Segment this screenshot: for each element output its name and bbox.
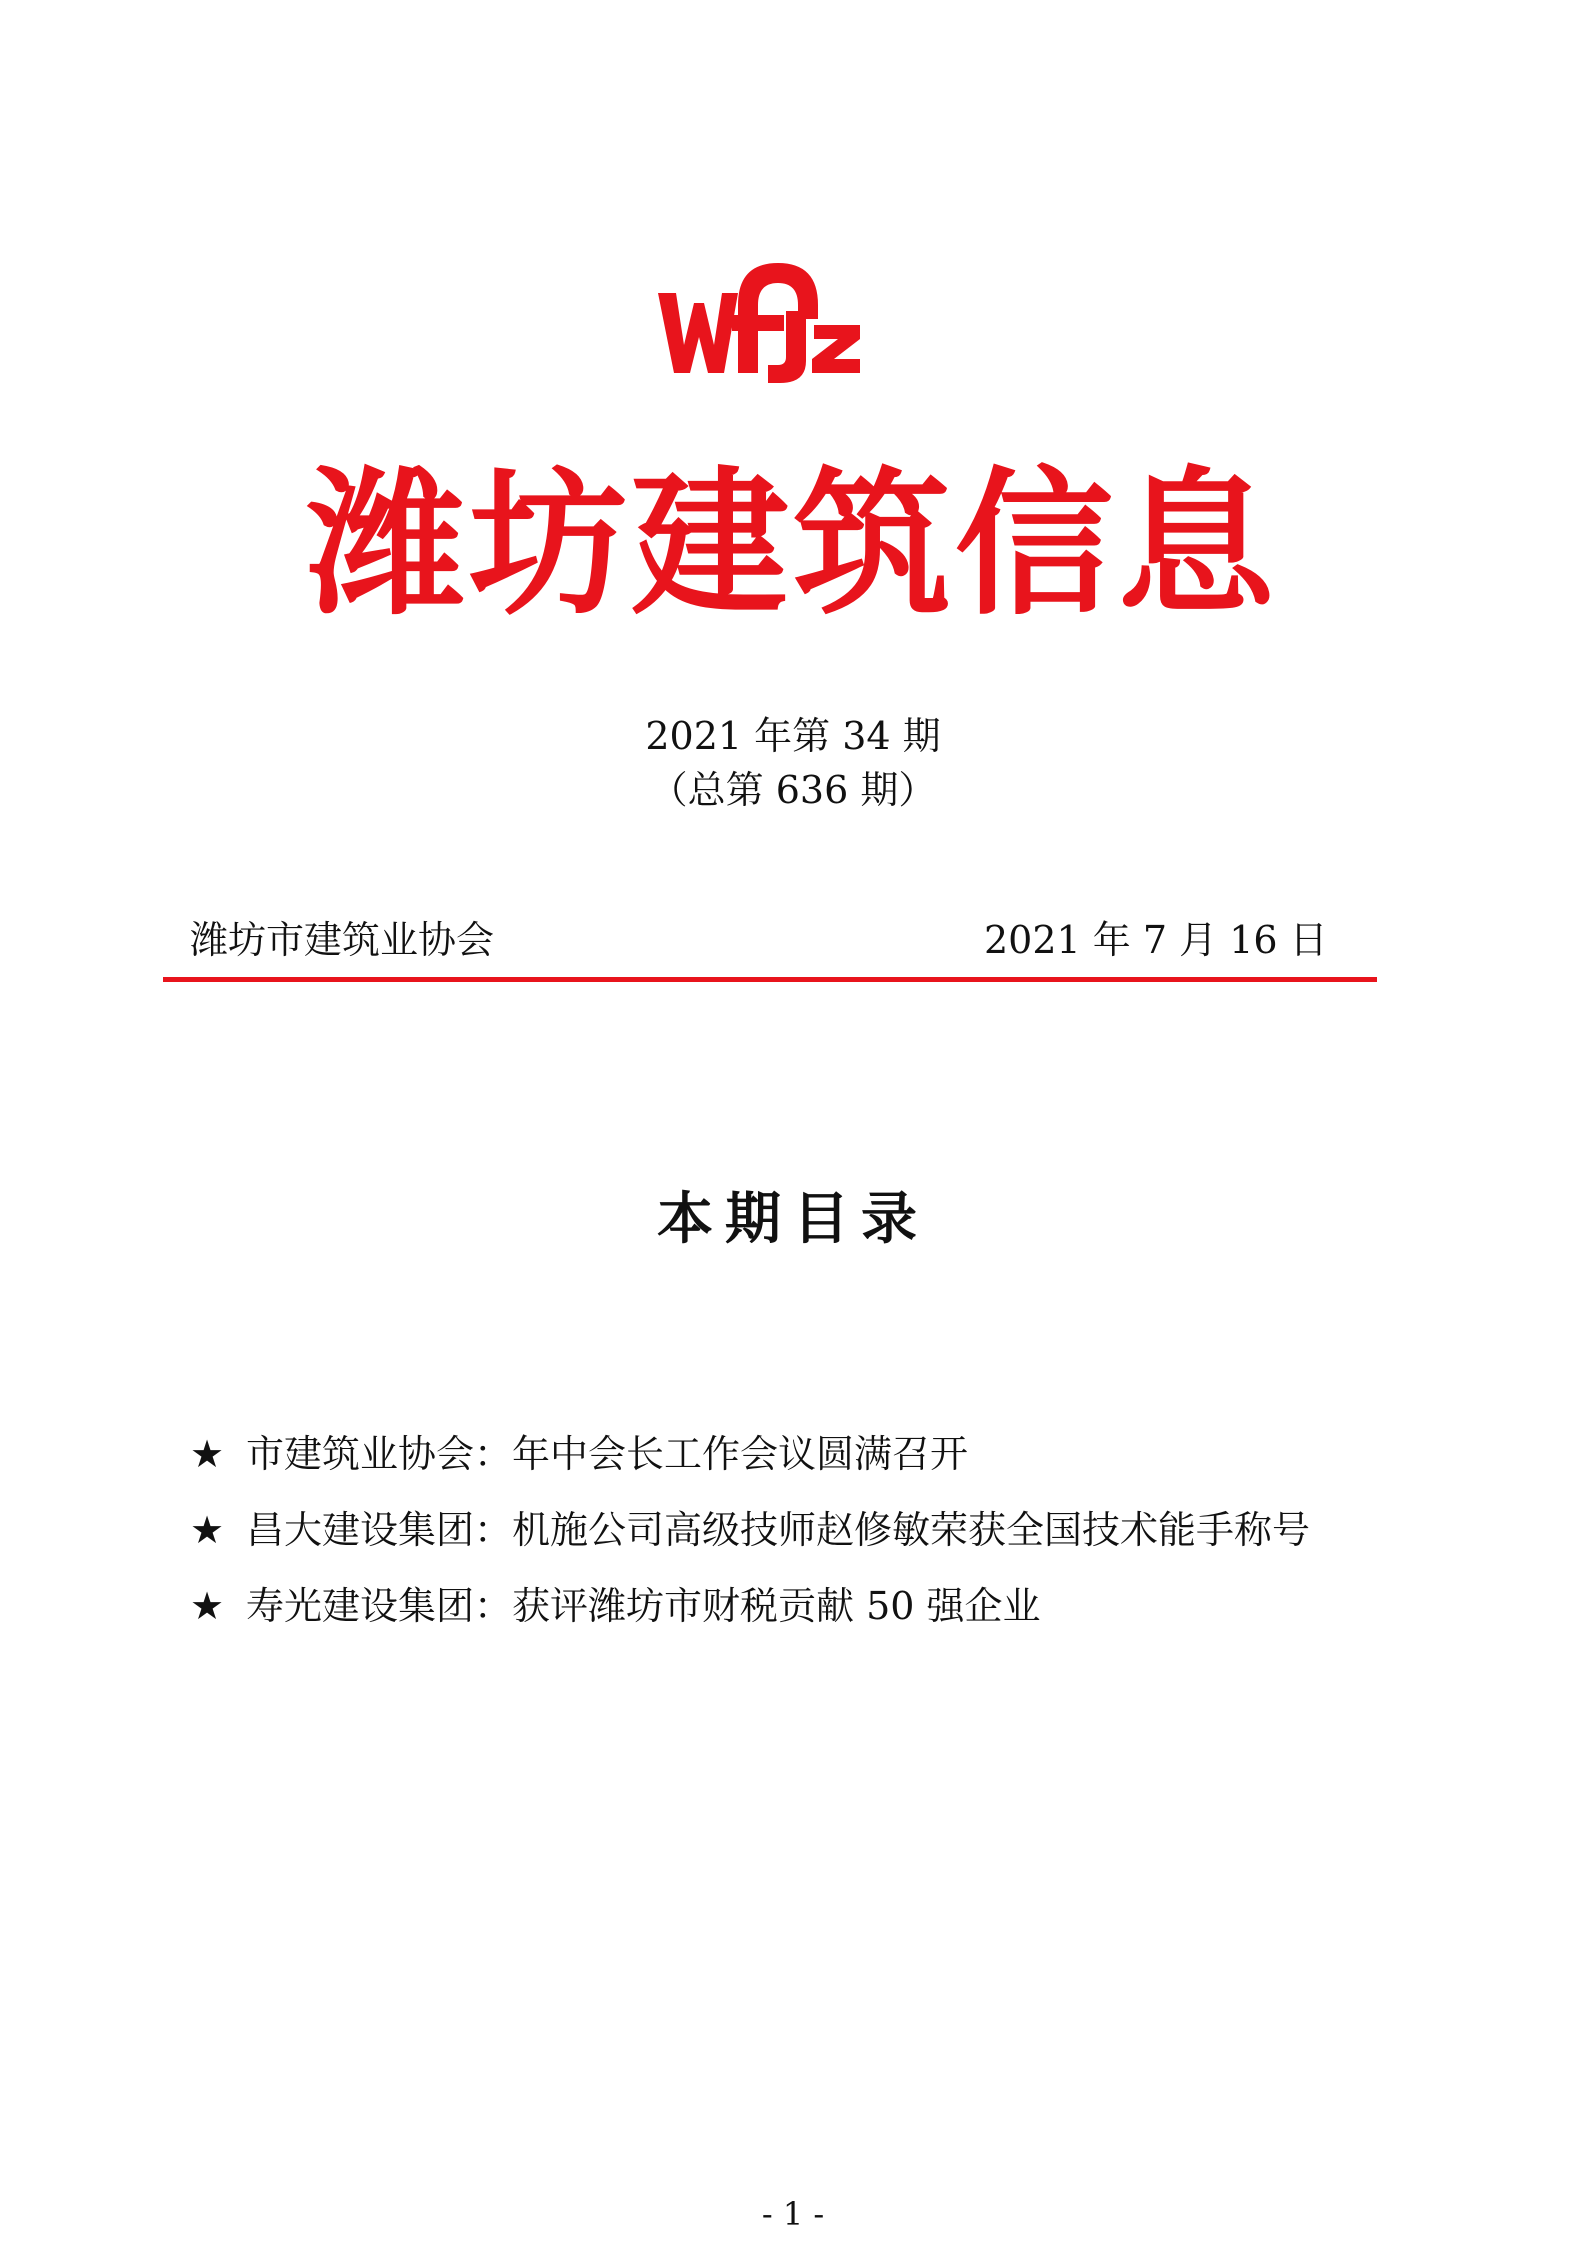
wfjz-logo: [654, 245, 864, 385]
toc-item-text: 寿光建设集团：获评潍坊市财税贡献 50 强企业: [246, 1584, 1041, 1628]
star-icon: ★: [190, 1432, 225, 1476]
publication-title: 潍坊建筑信息: [307, 453, 1279, 637]
publication-date: 2021 年 7 月 16 日: [984, 918, 1328, 962]
issue-number: 2021 年第 34 期: [645, 714, 941, 758]
publisher-name: 潍坊市建筑业协会: [190, 918, 495, 962]
toc-item-text: 昌大建设集团：机施公司高级技师赵修敏荣获全国技术能手称号: [246, 1508, 1311, 1552]
toc-item-text: 市建筑业协会：年中会长工作会议圆满召开: [246, 1432, 969, 1476]
toc-item: [190, 1580, 1310, 1656]
toc-item: [190, 1428, 1310, 1504]
star-icon: ★: [190, 1508, 225, 1552]
toc-list: [190, 1428, 1310, 1656]
header-divider: [163, 977, 1377, 982]
page-number: - 1 -: [761, 2195, 825, 2233]
toc-title: 本期目录: [657, 1186, 929, 1252]
toc-item: [190, 1504, 1310, 1580]
star-icon: ★: [190, 1584, 225, 1628]
cumulative-issue-number: （总第 636 期）: [649, 768, 937, 812]
